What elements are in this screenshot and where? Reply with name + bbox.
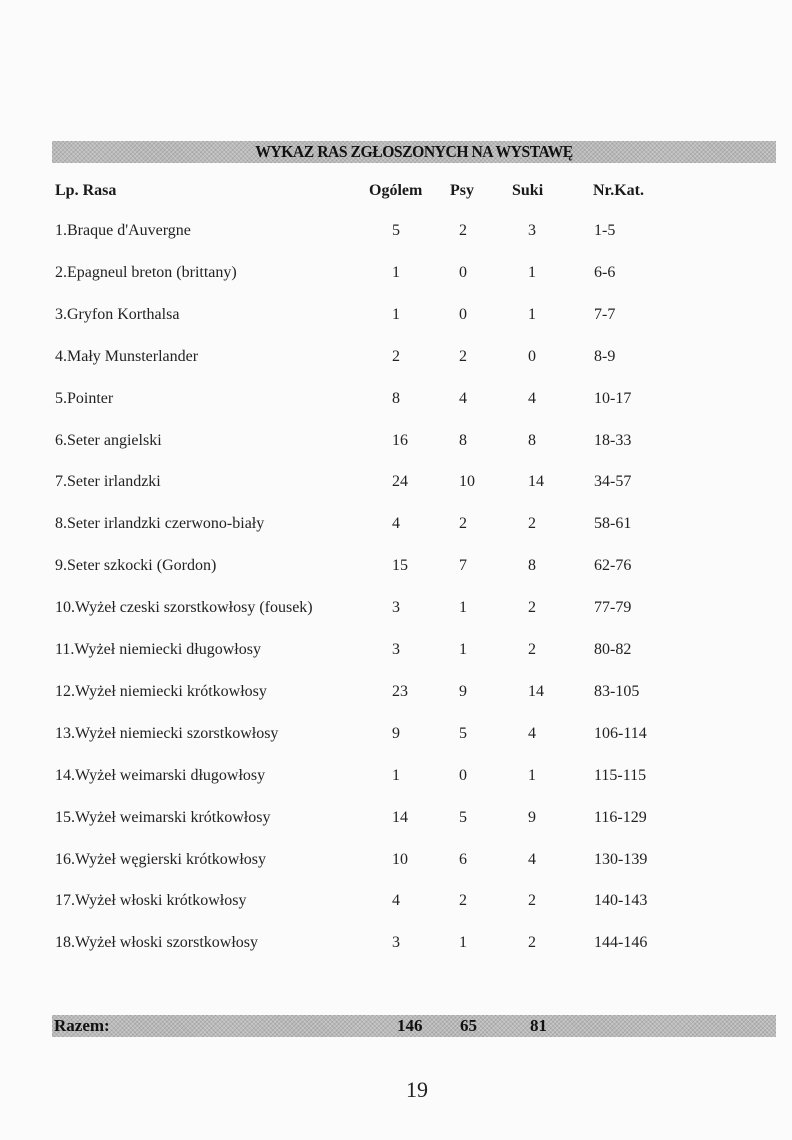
breed-name: 8.Seter irlandzki czerwono-biały <box>55 515 265 533</box>
males-count: 0 <box>459 263 467 281</box>
total-count: 24 <box>392 473 408 491</box>
males-count: 1 <box>459 934 467 952</box>
total-count: 5 <box>392 222 400 239</box>
females-count: 1 <box>528 766 536 784</box>
females-count: 4 <box>528 724 536 742</box>
page-number: 19 <box>406 1077 428 1102</box>
table-row <box>0 934 792 958</box>
breed-name: 15.Wyżeł weimarski krótkowłosy <box>55 808 271 826</box>
page-title: WYKAZ RAS ZGŁOSZONYCH NA WYSTAWĘ <box>255 142 573 161</box>
catalog-range: 144-146 <box>594 934 648 952</box>
header-breed: Lp. Rasa <box>55 182 117 199</box>
females-count: 2 <box>528 934 536 952</box>
breed-name: 4.Mały Munsterlander <box>55 347 199 365</box>
header-males: Psy <box>450 182 474 199</box>
breed-name: 2.Epagneul breton (brittany) <box>55 263 237 281</box>
breed-name: 18.Wyżeł włoski szorstkowłosy <box>55 934 259 952</box>
total-count: 4 <box>392 515 400 533</box>
catalog-range: 116-129 <box>594 808 647 826</box>
males-count: 0 <box>459 305 467 323</box>
females-count: 4 <box>528 389 536 407</box>
breed-name: 17.Wyżeł włoski krótkowłosy <box>55 892 247 910</box>
breed-name: 12.Wyżeł niemiecki krótkowłosy <box>55 682 267 700</box>
catalog-range: 115-115 <box>594 766 647 784</box>
catalog-range: 6-6 <box>594 263 616 281</box>
totals-band <box>52 1015 776 1037</box>
total-count: 16 <box>392 431 408 449</box>
catalog-range: 58-61 <box>594 515 632 533</box>
breed-name: 6.Seter angielski <box>55 431 162 449</box>
total-count: 3 <box>392 641 400 658</box>
catalog-range: 80-82 <box>594 641 632 658</box>
males-count: 8 <box>459 431 467 449</box>
males-count: 1 <box>459 599 467 617</box>
total-count: 3 <box>392 934 400 952</box>
males-count: 10 <box>459 473 475 491</box>
total-count: 8 <box>392 389 400 407</box>
total-count: 10 <box>392 850 408 868</box>
females-count: 2 <box>528 641 536 658</box>
catalog-range: 1-5 <box>594 222 616 239</box>
totals-total: 146 <box>397 1016 423 1035</box>
totals-females: 81 <box>530 1016 547 1035</box>
totals-label: Razem: <box>54 1016 110 1035</box>
total-count: 3 <box>392 599 400 617</box>
table-row <box>0 851 792 875</box>
females-count: 9 <box>528 808 536 826</box>
header-total: Ogólem <box>369 182 423 199</box>
females-count: 2 <box>528 892 536 910</box>
catalog-range: 34-57 <box>594 473 632 491</box>
table-row <box>0 306 792 330</box>
catalog-range: 10-17 <box>594 389 632 407</box>
females-count: 14 <box>528 473 544 491</box>
males-count: 2 <box>459 515 467 533</box>
total-count: 15 <box>392 557 408 575</box>
breed-name: 10.Wyżeł czeski szorstkowłosy (fousek) <box>55 599 313 617</box>
table-row <box>0 809 792 833</box>
females-count: 8 <box>528 431 536 449</box>
catalog-range: 8-9 <box>594 347 616 365</box>
females-count: 14 <box>528 682 544 700</box>
table-row <box>0 767 792 791</box>
males-count: 2 <box>459 347 467 365</box>
males-count: 5 <box>459 724 467 742</box>
table-header <box>0 182 792 206</box>
catalog-range: 7-7 <box>594 305 616 323</box>
total-count: 1 <box>392 305 400 323</box>
breed-name: 9.Seter szkocki (Gordon) <box>55 557 217 575</box>
table-row <box>0 892 792 916</box>
table-row <box>0 515 792 539</box>
females-count: 1 <box>528 305 536 323</box>
total-count: 23 <box>392 682 408 700</box>
catalog-range: 106-114 <box>594 724 647 742</box>
table-row <box>0 725 792 749</box>
breed-name: 1.Braque d'Auvergne <box>55 222 191 239</box>
total-count: 2 <box>392 347 400 365</box>
totals-males: 65 <box>460 1016 477 1035</box>
males-count: 0 <box>459 766 467 784</box>
table-row <box>0 222 792 246</box>
catalog-range: 18-33 <box>594 431 632 449</box>
males-count: 2 <box>459 222 467 239</box>
males-count: 9 <box>459 682 467 700</box>
title-band <box>52 141 776 163</box>
total-count: 1 <box>392 766 400 784</box>
table-row <box>0 683 792 707</box>
males-count: 7 <box>459 557 467 575</box>
females-count: 2 <box>528 599 536 617</box>
table-row <box>0 599 792 623</box>
table-row <box>0 432 792 456</box>
males-count: 1 <box>459 641 467 658</box>
table-row <box>0 473 792 497</box>
header-catalog-number: Nr.Kat. <box>593 182 644 199</box>
table-row <box>0 641 792 665</box>
catalog-range: 83-105 <box>594 682 640 700</box>
catalog-range: 62-76 <box>594 557 632 575</box>
females-count: 2 <box>528 515 536 533</box>
catalog-range: 140-143 <box>594 892 648 910</box>
table-row <box>0 348 792 372</box>
females-count: 0 <box>528 347 536 365</box>
table-row <box>0 264 792 288</box>
table-row <box>0 390 792 414</box>
breed-name: 14.Wyżeł weimarski długowłosy <box>55 766 266 784</box>
males-count: 2 <box>459 892 467 910</box>
total-count: 1 <box>392 263 400 281</box>
catalog-range: 130-139 <box>594 850 648 868</box>
breed-name: 13.Wyżeł niemiecki szorstkowłosy <box>55 724 279 742</box>
females-count: 3 <box>528 222 536 239</box>
breed-name: 16.Wyżeł węgierski krótkowłosy <box>55 850 266 868</box>
breed-name: 11.Wyżeł niemiecki długowłosy <box>55 641 261 658</box>
table-row <box>0 557 792 581</box>
males-count: 6 <box>459 850 467 868</box>
males-count: 5 <box>459 808 467 826</box>
males-count: 4 <box>459 389 467 407</box>
females-count: 8 <box>528 557 536 575</box>
breed-name: 5.Pointer <box>55 389 114 407</box>
header-females: Suki <box>512 182 544 199</box>
females-count: 1 <box>528 263 536 281</box>
catalog-range: 77-79 <box>594 599 632 617</box>
total-count: 14 <box>392 808 408 826</box>
breed-name: 7.Seter irlandzki <box>55 473 161 491</box>
total-count: 9 <box>392 724 400 742</box>
total-count: 4 <box>392 892 400 910</box>
females-count: 4 <box>528 850 536 868</box>
breed-name: 3.Gryfon Korthalsa <box>55 305 180 323</box>
